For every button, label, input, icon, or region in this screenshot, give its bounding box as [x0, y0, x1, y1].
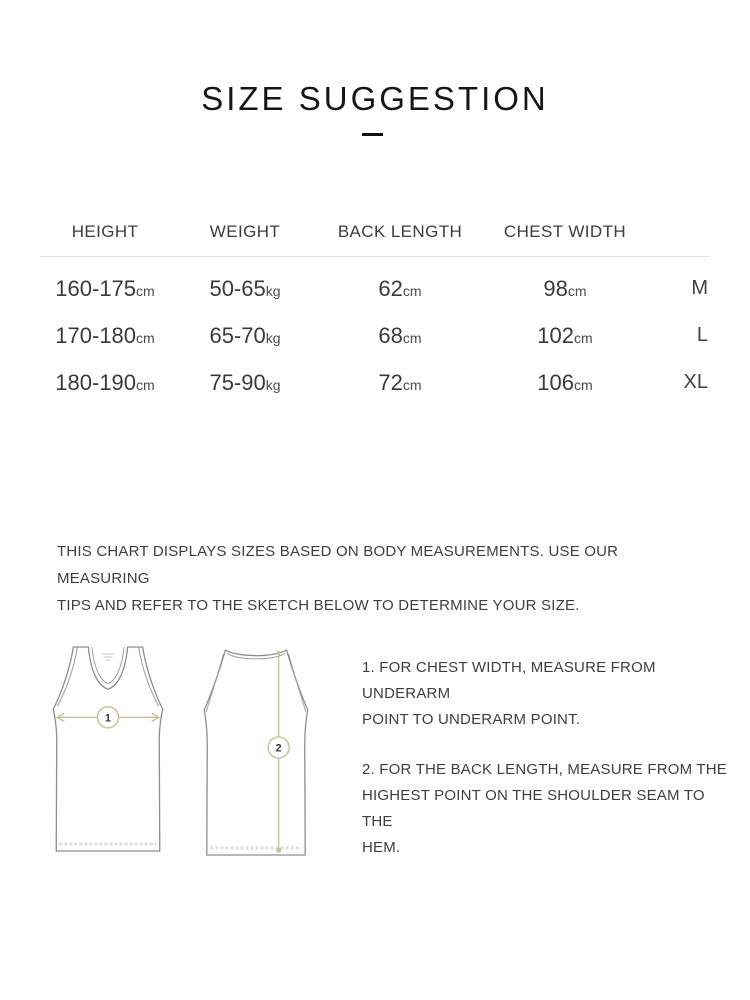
column-header-height: HEIGHT [71, 222, 139, 241]
back-silhouette [204, 650, 307, 855]
chest-width-unit: cm [574, 376, 593, 393]
height-value [40, 276, 170, 302]
marker-1: 1 [104, 712, 112, 725]
instruction-2-line-3: HEM. [362, 839, 401, 856]
tank-top-front-sketch [52, 646, 164, 852]
measuring-instructions [362, 655, 734, 861]
size-label: M [691, 277, 708, 299]
weight-unit: kg [265, 376, 281, 393]
back-length-value [320, 323, 480, 349]
weight-number: 50-65 [209, 275, 266, 301]
weight-number: 75-90 [209, 369, 266, 395]
chest-width-number: 106 [537, 369, 575, 395]
column-header-weight: WEIGHT [209, 222, 281, 241]
weight-value [170, 370, 320, 396]
height-value [40, 323, 170, 349]
title-divider-dash [362, 133, 383, 136]
table-row-size-l [40, 312, 710, 359]
size-table-body [40, 257, 710, 406]
chest-width-unit: cm [567, 282, 587, 299]
height-value [40, 370, 170, 396]
tank-top-back-sketch [203, 648, 309, 856]
weight-value [170, 276, 320, 302]
size-table-header-row [40, 218, 710, 246]
page-title: SIZE SUGGESTION [201, 80, 549, 117]
back-length-number: 72 [378, 369, 403, 395]
weight-value [170, 323, 320, 349]
instruction-back-length [362, 757, 734, 861]
column-header-chest-width: CHEST WIDTH [503, 222, 627, 241]
table-row-size-xl [40, 359, 710, 406]
chest-width-unit: cm [574, 329, 593, 346]
height-number: 160-175 [55, 275, 137, 301]
chest-width-number: 98 [543, 275, 568, 301]
height-number: 180-190 [55, 369, 137, 395]
size-table [40, 218, 710, 406]
instruction-2-line-1: 2. FOR THE BACK LENGTH, MEASURE FROM THE [362, 761, 727, 778]
instruction-1-line-1: 1. FOR CHEST WIDTH, MEASURE FROM UNDERARM [362, 659, 656, 702]
care-label [102, 654, 113, 660]
note-line-1: THIS CHART DISPLAYS SIZES BASED ON BODY MEASUREMENTS. USE OUR MEASURING [57, 543, 619, 587]
table-row-size-m [40, 265, 710, 312]
weight-unit: kg [265, 329, 281, 346]
instruction-2-line-2: HIGHEST POINT ON THE SHOULDER SEAM TO THE [362, 787, 705, 830]
height-unit: cm [136, 376, 155, 393]
note-line-2: TIPS AND REFER TO THE SKETCH BELOW TO DETERMINE YOUR SIZE. [57, 597, 580, 614]
back-length-unit: cm [402, 282, 422, 299]
weight-number: 65-70 [209, 322, 266, 348]
weight-unit: kg [265, 282, 281, 299]
back-length-unit: cm [402, 329, 422, 346]
size-label: L [696, 324, 708, 346]
chest-width-value [480, 276, 650, 302]
back-length-value [320, 370, 480, 396]
chest-width-number: 102 [537, 322, 575, 348]
marker-2: 2 [275, 742, 282, 755]
height-number: 170-180 [55, 322, 137, 348]
back-length-unit: cm [402, 376, 422, 393]
back-length-value [320, 276, 480, 302]
instruction-1-line-2: POINT TO UNDERARM POINT. [362, 711, 581, 728]
chest-width-value [480, 323, 650, 349]
height-unit: cm [136, 282, 155, 299]
instruction-chest-width [362, 655, 734, 733]
height-unit: cm [136, 329, 155, 346]
measurement-note [57, 538, 707, 619]
column-header-back-length: BACK LENGTH [337, 222, 463, 241]
size-label: XL [683, 371, 708, 393]
chest-width-value [480, 370, 650, 396]
back-length-number: 68 [378, 322, 403, 348]
back-length-number: 62 [378, 275, 403, 301]
